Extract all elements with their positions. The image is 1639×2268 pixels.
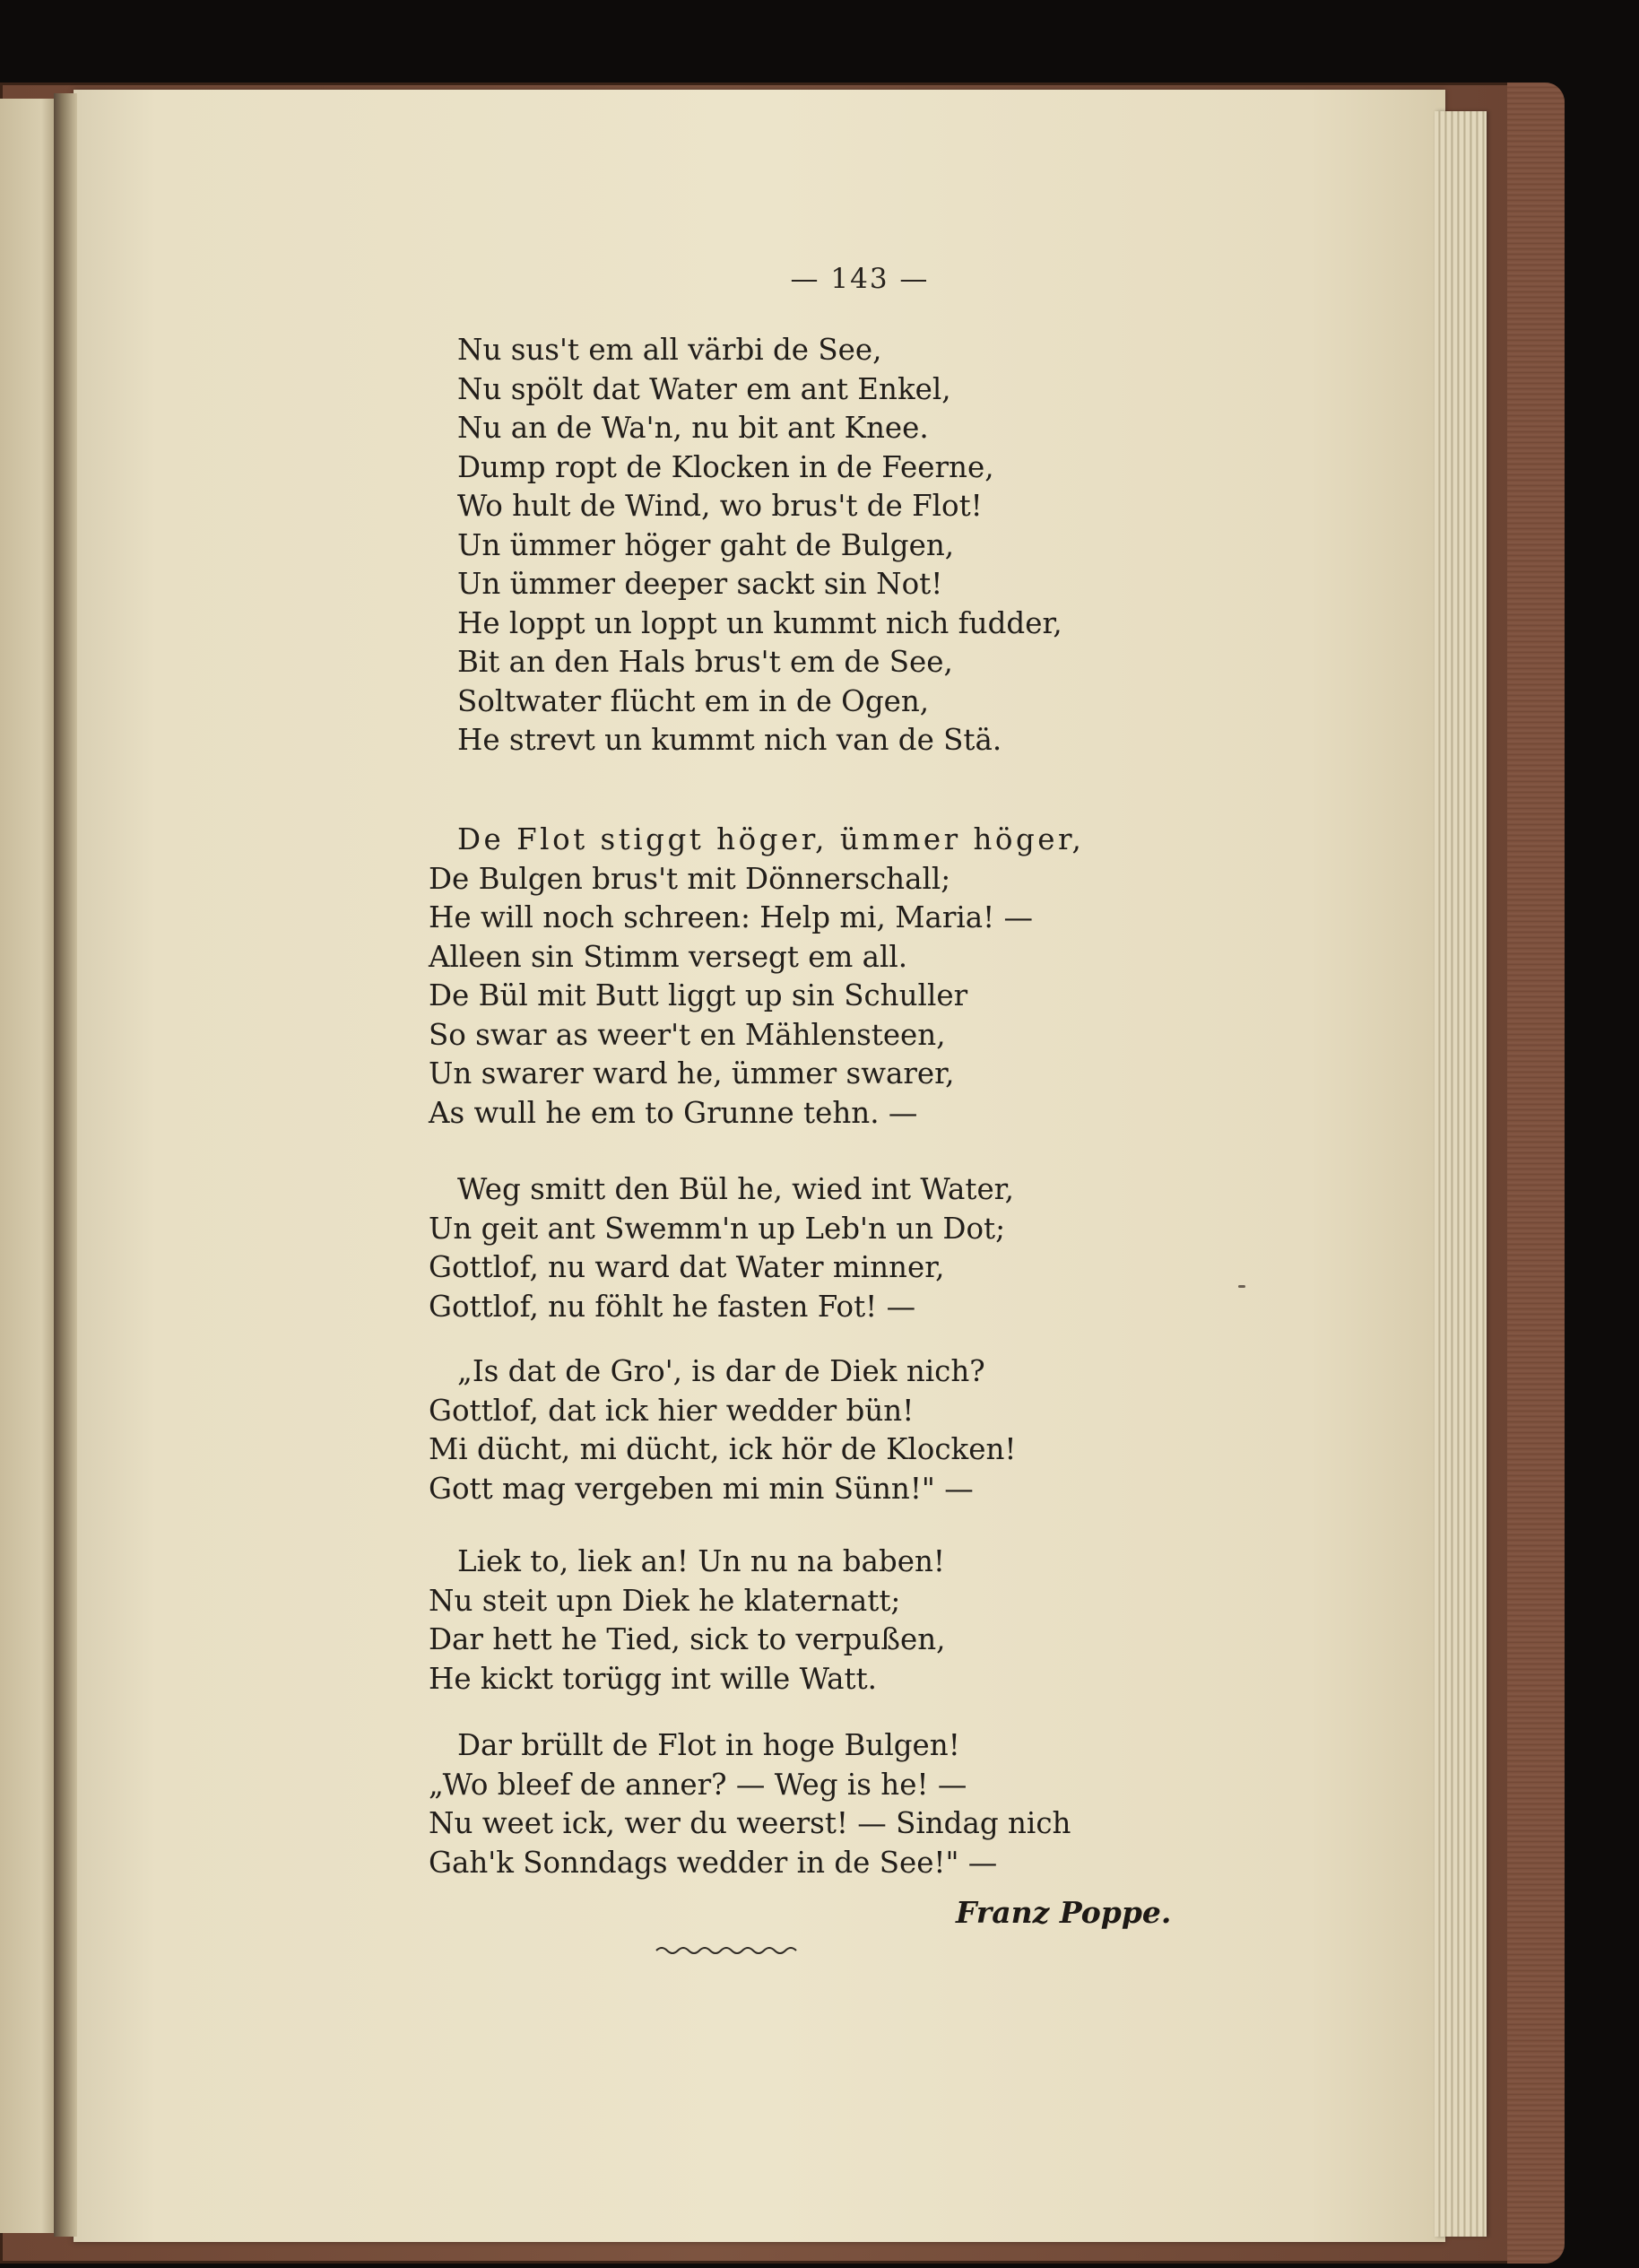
poem-line: Nu spölt dat Water em ant Enkel,: [457, 371, 951, 406]
poem-line: Nu weet ick, wer du weerst! — Sindag nich: [429, 1806, 1071, 1840]
poem-line: Mi dücht, mi dücht, ick hör de Klocken!: [429, 1432, 1017, 1466]
stanza-1: [429, 331, 1062, 760]
left-page-edge: [0, 99, 59, 2233]
stanza-5: [429, 1542, 946, 1699]
poem-line: De Flot stiggt höger, ümmer höger,: [457, 822, 1085, 856]
poem-line: Nu sus't em all värbi de See,: [457, 333, 882, 367]
poem-line: Gottlof, nu ward dat Water minner,: [429, 1250, 945, 1284]
poem-line: Soltwater flücht em in de Ogen,: [457, 683, 930, 718]
poem-line: Bit an den Hals brus't em de See,: [457, 645, 953, 679]
poem-line: Dar brüllt de Flot in hoge Bulgen!: [457, 1728, 960, 1762]
poem-line: Un swarer ward he, ümmer swarer,: [429, 1056, 955, 1091]
poem-line: Dump ropt de Klocken in de Feerne,: [457, 449, 994, 484]
poem-line: Weg smitt den Bül he, wied int Water,: [457, 1172, 1014, 1206]
poem-line: Gott mag vergeben mi min Sünn!" —: [429, 1471, 974, 1506]
page-number-text: — 143 —: [790, 263, 930, 295]
poem-line: Dar hett he Tied, sick to verpußen,: [429, 1622, 946, 1656]
poem-line: Nu steit upn Diek he klaternatt;: [429, 1583, 901, 1618]
poem-line: Un geit ant Swemm'n up Leb'n un Dot;: [429, 1211, 1006, 1246]
cover-spine-edge: [1507, 83, 1565, 2264]
poem-line: As wull he em to Grunne tehn. —: [429, 1095, 918, 1130]
poem-line: Gottlof, nu föhlt he fasten Fot! —: [429, 1289, 916, 1324]
poem-line: He will noch schreen: Help mi, Maria! —: [429, 900, 1034, 934]
poem-line: Gottlof, dat ick hier wedder bün!: [429, 1393, 915, 1428]
poem-line: „Wo bleef de anner? — Weg is he! —: [429, 1767, 967, 1802]
paper-speck: [1238, 1285, 1245, 1288]
poem-line: Gah'k Sonndags wedder in de See!" —: [429, 1845, 998, 1880]
poem-line: Alleen sin Stimm versegt em all.: [429, 939, 908, 974]
poem-line: De Bül mit Butt liggt up sin Schuller: [429, 978, 968, 1012]
poem-line: Liek to, liek an! Un nu na baben!: [457, 1544, 945, 1578]
poem-line: „Is dat de Gro', is dar de Diek nich?: [457, 1354, 985, 1388]
poem-line: So swar as weer't en Mählensteen,: [429, 1017, 946, 1052]
page-number: [0, 263, 1639, 295]
poem-line: Un ümmer deeper sackt sin Not!: [457, 567, 943, 601]
stanza-2: [429, 821, 1084, 1133]
book-gutter: [54, 93, 77, 2237]
poem-line: De Bulgen brus't mit Dönnerschall;: [429, 861, 951, 896]
ornament-divider: [655, 1944, 798, 1957]
author-signature: Franz Poppe.: [956, 1895, 1172, 1930]
poem-line: Wo hult de Wind, wo brus't de Flot!: [457, 489, 983, 523]
stanza-3: [429, 1170, 1014, 1326]
poem-line: He loppt un loppt un kummt nich fudder,: [457, 605, 1062, 640]
stanza-6: [429, 1726, 1071, 1882]
stanza-4: [429, 1352, 1016, 1508]
poem-line: Un ümmer höger gaht de Bulgen,: [457, 527, 955, 562]
poem-line: He kickt torügg int wille Watt.: [429, 1661, 878, 1696]
poem-line: He strevt un kummt nich van de Stä.: [457, 723, 1002, 757]
page-block-edges: [1435, 111, 1487, 2237]
poem-line: Nu an de Wa'n, nu bit ant Knee.: [457, 411, 929, 445]
